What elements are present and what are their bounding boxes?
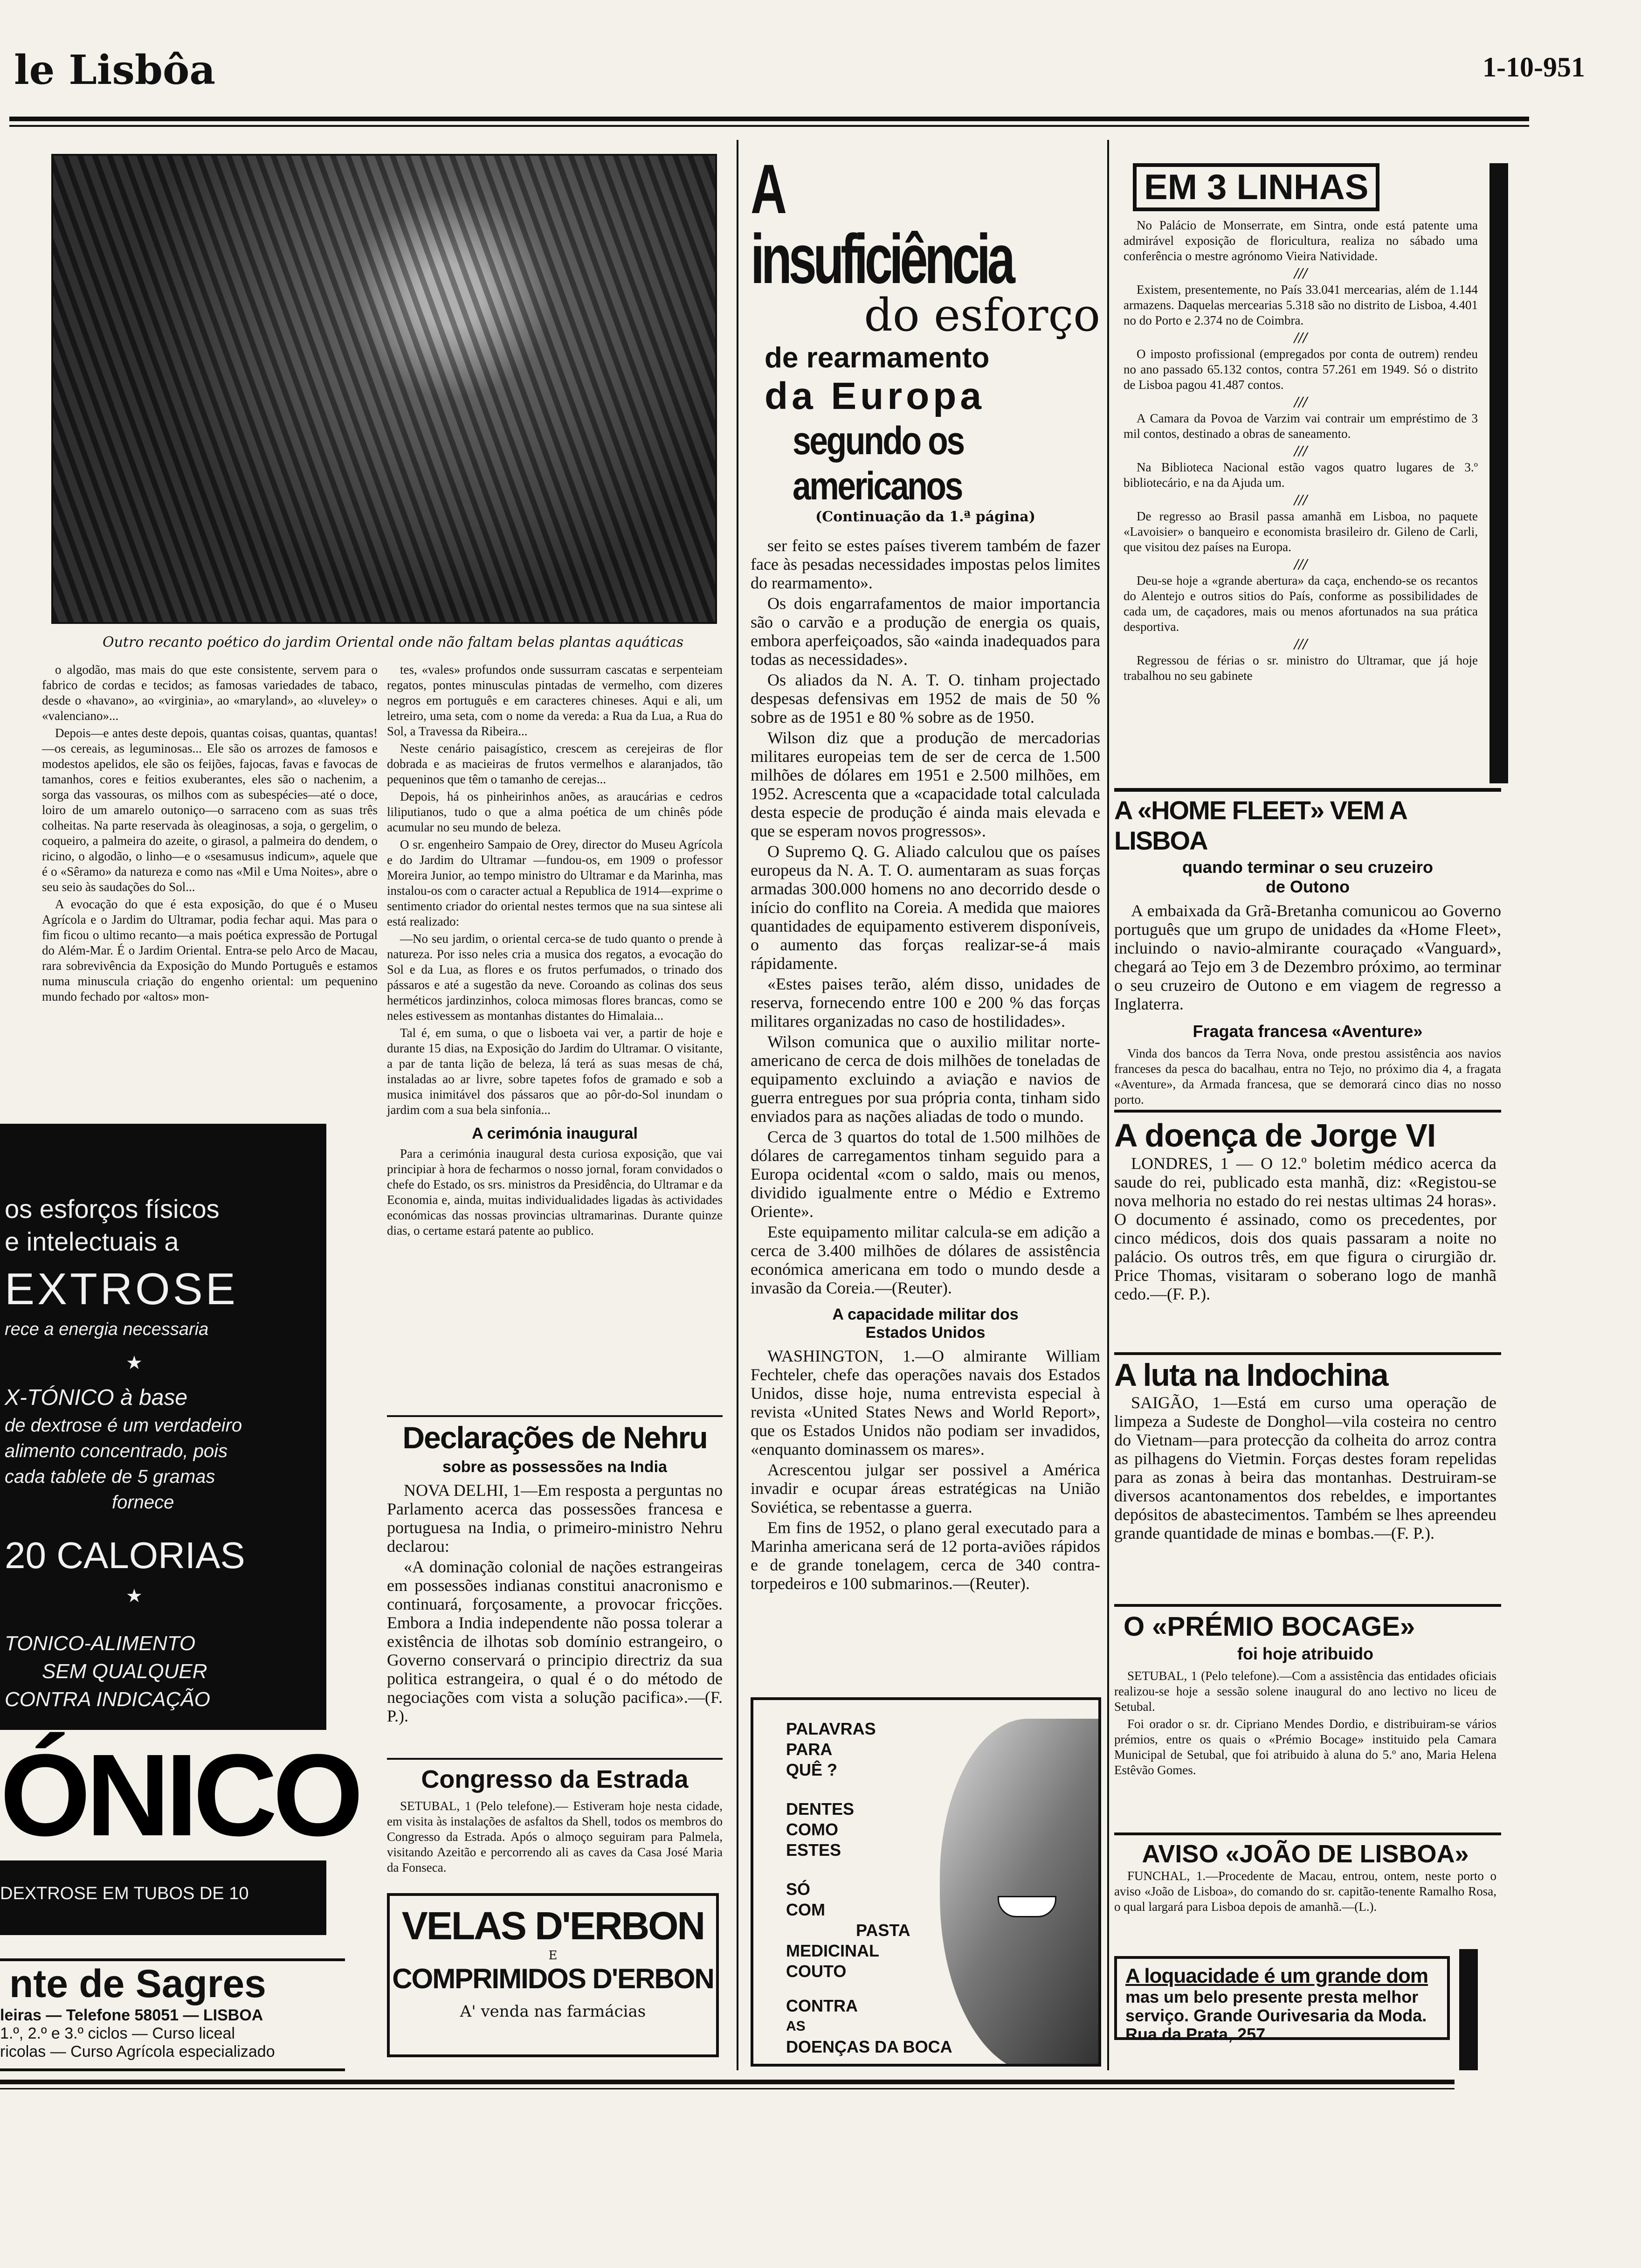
subhead: quando terminar o seu cruzeiro de Outono [1182, 857, 1434, 896]
headline-4: da Europa [765, 375, 985, 417]
paragraph: Depois—e antes deste depois, quantas coisas, quantas, quantas!—os cereais, as leguminosas... Ele são os arrozes de famosos e modestos apelidos, ele são os feijões, fajocas, favas e favocas de tamanhos, cores e feitios exuberantes, eles são o nachenim, a sorga das vassouras, os milhos com as subespécies—até o doce, loiro de um amarelo outoniço—o sarraceno com as suas três colheitas. Na parte reservada às oleaginosas, a soja, o gergelim, o coqueiro, a palmeira do azeite, o girasol, a palmeira do dendem, o ricino, o algodão, o linho—e o «sesamusus indicum», aquele que é o «Sêramo» da natureza e como nas «Mil e Uma Noites», abre o seu seio às saudações do Sol... [42, 726, 378, 894]
sagres-school-ad [0, 1958, 345, 2071]
ad-line: PALAVRAS [786, 1719, 876, 1738]
jorge-vi-article [1114, 1117, 1496, 1305]
headline-3: de rearmamento [765, 342, 990, 374]
subhead: A capacidade militar dos Estados Unidos [832, 1306, 1019, 1341]
paragraph: Wilson diz que a produção de mercadorias militares europeias tem de ser de cerca de 1.500 milhões de dólares em 1951 e 2.500 milhões, em 1952. Acrescenta que a «capacidade total calculada desta especie de produção é ainda mais elevada e que se esperam novos progressos». [751, 728, 1100, 840]
brief-item: Deu-se hoje a «grande abertura» da caça, enchendo-se os recantos do Alentejo e outros sitios do País, conforme as possibilidades de cada um, de caçadores, mais ou menos afortunados na sua prática desportiva. [1124, 574, 1478, 634]
ad-line: DOENÇAS DA BOCA [786, 2037, 952, 2056]
ad-line: rece a energia necessaria [5, 1320, 209, 1339]
paragraph: Para a cerimónia inaugural desta curiosa exposição, que vai principiar à hora de fecharmos o nosso jornal, foram convidados o chefe do Estado, os srs. ministros da Presidência, do Ultramar e da Economia e, ainda, muitas individualidades ligadas às actividades económicas das nossas provincias ultramarinas. Durante quinze dias, o certame estará patente ao publico. [387, 1147, 723, 1238]
ad-line: CONTRA [786, 1996, 858, 2015]
subhead: sobre as possessões na India [442, 1458, 667, 1476]
separator: /// [1294, 491, 1308, 509]
ad-line: SÓ [786, 1880, 811, 1899]
indochina-article [1114, 1357, 1496, 1544]
ourivesaria-ad [1114, 1956, 1450, 2044]
headline: A luta na Indochina [1114, 1357, 1388, 1393]
couto-toothpaste-ad [751, 1697, 1101, 2067]
separator: /// [1294, 329, 1308, 346]
main-article [751, 150, 1100, 1595]
paragraph: Em fins de 1952, o plano geral executado para a Marinha americana será de 12 porta-aviões rápidos e de grande tonelagem, cerca de 340 contra-torpedeiros e 100 submarinos.—(Reuter). [751, 1518, 1100, 1593]
headline: A «HOME FLEET» VEM A LISBOA [1114, 795, 1406, 855]
section-title: EM 3 LINHAS [1133, 163, 1379, 211]
paragraph: A evocação do que é esta exposição, do que é o Museu Agrícola e o Jardim do Ultramar, podia fechar aqui. Mas para o fim ficou o ultimo recanto—a mais poética expressão de Portugal do Além-Mar. É o Jardim Oriental. Entra-se pelo Arco de Macau, rara sobrevivência da Exposição do Mundo Português e estamos numa minuscula criação do engenho oriental: um pequenino mundo fechado por «altos» mon- [42, 897, 378, 1003]
dextrose-ad [0, 1124, 359, 1935]
brief-item: Na Biblioteca Nacional estão vagos quatro lugares de 3.º bibliotecário, e na da Ajuda um. [1124, 460, 1478, 490]
headline: O «PRÉMIO BOCAGE» [1124, 1611, 1415, 1642]
paragraph: O Supremo Q. G. Aliado calculou que os países europeus da N. A. T. O. aumentaram as suas forças armadas 300.000 homens no ano decorrido desde o início do conflito na Coreia. A medida que maiores quantidades de equipamento estiverem disponíveis, o aumento das forças realizar-se-á mais rápidamente. [751, 842, 1100, 973]
headline: A doença de Jorge VI [1114, 1117, 1436, 1154]
headline: AVISO «JOÃO DE LISBOA» [1142, 1840, 1469, 1868]
ad-line: QUÊ ? [786, 1760, 838, 1779]
star-icon: ★ [126, 1353, 143, 1373]
separator: /// [1294, 265, 1308, 282]
bottom-rule [0, 2080, 1455, 2084]
ad-line: os esforços físicos [5, 1194, 220, 1224]
photo-caption: Outro recanto poético do jardim Oriental onde não faltam belas plantas aquáticas [103, 634, 683, 650]
paragraph: A embaixada da Grã-Bretanha comunicou ao Governo português que um grupo de unidades da «Home Fleet», incluindo o navio-almirante couraçado «Vanguard», chegará ao Tejo em 3 de Dezembro próximo, ao terminar o seu cruzeiro de Outono e em viagem de regresso a Inglaterra. [1114, 901, 1501, 1013]
paragraph: «A dominação colonial de nações estrangeiras em possessões indianas constitui anacronismo e continuará, forçosamente, a provocar fricções. Embora a India independente não possa tolerar a existência de ilhotas sob domínio estrangeiro, o Governo conservará o principio directriz da sua politica estrangeira, o qual é o do método de negociações com vista a solução pacifica».—(F. P.). [387, 1557, 723, 1725]
ad-line: leiras — Telefone 58051 — LISBOA [0, 2006, 263, 2024]
ad-line-2: COMPRIMIDOS D'ERBON [392, 1963, 714, 1994]
ad-headline: A loquacidade é um grande dom [1125, 1964, 1428, 1987]
paragraph: SETUBAL, 1 (Pelo telefone).— Estiveram hoje nesta cidade, em visita às instalações de asfaltos da Shell, todos os membros do Congresso da Estrada. Após o almoço seguiram para Palmela, visitando Azeitão e percorrendo ali as caves da Casa José Maria da Fonseca. [387, 1799, 723, 1874]
aviso-article [1114, 1839, 1496, 1916]
ad-line: SEM QUALQUER [42, 1660, 207, 1683]
ad-line: ESTES [786, 1840, 841, 1860]
brief-item: O imposto profissional (empregados por conta de outrem) rendeu no ano passado 65.132 contos, contra 57.261 em 1949. Só o distrito de Lisboa pagou 41.487 contos. [1124, 347, 1478, 392]
smile-teeth [998, 1896, 1056, 1917]
headline: Declarações de Nehru [402, 1420, 707, 1455]
paragraph: LONDRES, 1 — O 12.º boletim médico acerca da saude do rei, publicado esta manhã, diz: «Registou-se nova melhoria no estado do rei nestas ultimas 24 horas». O documento é assinado, como os precedentes, por cinco médicos, dois dos quais passaram a noite no palácio. Os outros três, em que figura o cirurgião dr. Price Thomas, visitaram o soberano logo de manhã cedo.—(F. P.). [1114, 1154, 1496, 1303]
paragraph: Cerca de 3 quartos do total de 1.500 milhões de dólares de carregamentos tinham seguido para a Europa ocidental «com o saldo, mais ou menos, dividido igualmente entre o Médio e Extremo Oriente». [751, 1127, 1100, 1221]
brief-item: Existem, presentemente, no País 33.041 mercearias, além de 1.144 armazens. Daquelas mercearias 5.318 são no distrito de Lisboa, 4.401 no do Porto e 2.374 no de Coimbra. [1124, 283, 1478, 327]
congresso-article [387, 1765, 723, 1877]
paragraph: O sr. engenheiro Sampaio de Orey, director do Museu Agrícola e do Jardim do Ultramar —fundou-os, em 1909 o professor Moreira Junior, ao tempo ministro do Ultramar e da Marinha, mas instalou-os com o caracter actual a Republica de 1914—exprime o sentimento criador do oriental nestes termos que na sua sintese ali está realizado: [387, 837, 723, 928]
ad-line: e intelectuais a [5, 1227, 179, 1256]
paragraph: NOVA DELHI, 1—Em resposta a perguntas no Parlamento acerca das possessões francesa e portuguesa na India, o primeiro-ministro Nehru declarou: [387, 1481, 723, 1556]
paragraph: Acrescentou julgar ser possivel a América invadir e ocupar áreas estratégicas na União Soviética, se rebentasse a guerra. [751, 1460, 1100, 1516]
em-3-linhas [1124, 163, 1478, 685]
headline-2: do esforço [864, 289, 1100, 341]
ad-line: PARA [786, 1740, 833, 1759]
ad-line: ricolas — Curso Agrícola especializado [0, 2043, 275, 2061]
separator: /// [1294, 636, 1308, 653]
bottom-rule-thin [0, 2088, 1455, 2089]
ad-line: fornece [112, 1492, 174, 1513]
ad-separator: E [548, 1949, 558, 1963]
brand-name: ÓNICO [0, 1730, 359, 1860]
ad-line: TONICO-ALIMENTO [5, 1632, 196, 1655]
ad-line: AS [786, 2019, 806, 2034]
ad-line: de dextrose é um verdadeiro [5, 1415, 242, 1436]
ad-line: cada tablete de 5 gramas [5, 1466, 215, 1487]
brief-item: A Camara da Povoa de Varzim vai contrair um empréstimo de 3 mil contos, destinado a obras de saneamento. [1124, 411, 1478, 441]
ad-body: mas um belo presente presta melhor serviço. Grande Ourivesaria da Moda. Rua da Prata, 257. [1125, 1987, 1427, 2044]
divider [1114, 1352, 1501, 1355]
paragraph: —No seu jardim, o oriental cerca-se de tudo quanto o prende à natureza. Por isso neles cria a musica dos regatos, a evocação do Sol e da Lua, as flores e os frutos perfumados, o trinado dos pássaros e até a sugestão da neve. Coroando as colinas dos seus herméticos jardinzinhos, coloca mimosas flores brancas, como se neles estivessem as montanhas distantes do Himalaia... [387, 932, 723, 1023]
ad-title: nte de Sagres [9, 1962, 266, 2005]
headline-1: A insuficiência [751, 150, 1012, 298]
brief-item: De regresso ao Brasil passa amanhã em Lisboa, no paquete «Lavoisier» o banqueiro e economista brasileiro dr. Gileno de Carli, que visitou dez países na Europa. [1124, 509, 1478, 554]
paragraph: Os aliados da N. A. T. O. tinham projectado despesas defensivas em 1952 de mais de 50 % sobre as de 1951 e 80 % sobre as de 1950. [751, 671, 1100, 726]
top-rule [9, 117, 1529, 121]
separator: /// [1294, 394, 1308, 411]
star-icon: ★ [126, 1586, 143, 1606]
paragraph: SAIGÃO, 1—Está em curso uma operação de limpeza a Sudeste de Donghol—vila costeira no centro do Vietnam—para protecção da colheita do arroz contra as pilhagens do Vietmin. Forças destes foram repelidas para as zonas à beira das montanhas. Destruiram-se diversos acantonamentos dos rebeldes, e importantes depósitos de abastecimentos. Também se lhes apreendeu grande quantidade de minas e bombas.—(F. P.). [1114, 1393, 1496, 1542]
ad-line: X-TÓNICO à base [5, 1385, 188, 1410]
ad-line: MEDICINAL [786, 1941, 879, 1960]
ad-line: CONTRA INDICAÇÃO [5, 1688, 210, 1711]
paragraph: ser feito se estes países tiverem também de fazer face às pesadas necessidades impostas pelos limites do rearmamento». [751, 536, 1100, 592]
divider [1114, 1832, 1501, 1835]
article-column-1 [42, 662, 378, 1006]
ad-line-1: VELAS D'ERBON [401, 1904, 704, 1948]
ad-line: EXTROSE [5, 1264, 238, 1314]
subhead: Fragata francesa «Aventure» [1193, 1022, 1423, 1041]
paragraph: Este equipamento militar calcula-se em adição a cerca de 3.400 milhões de dólares de assistência económica americana em todo o mundo desde a invasão da Coreia.—(Reuter). [751, 1223, 1100, 1297]
headline: Congresso da Estrada [421, 1765, 689, 1793]
continuation-note: (Continuação da 1.ª página) [815, 509, 1035, 525]
brief-item: No Palácio de Monserrate, em Sintra, onde está patente uma admirável exposição de floricultura, realiza no sábado uma conferência o mestre agrónomo Vieira Natividade. [1124, 218, 1478, 263]
masthead-date: 1-10-951 [1482, 52, 1585, 83]
subhead: A cerimónia inaugural [472, 1125, 638, 1142]
paragraph: Neste cenário paisagístico, crescem as cerejeiras de flor dobrada e as macieiras de frutos vermelhos e alaranjados, tão pequeninos que têm o tamanho de cerejas... [387, 741, 723, 786]
paragraph: SETUBAL, 1 (Pelo telefone).—Com a assistência das entidades oficiais realizou-se hoje a sessão solene inaugural do ano lectivo no liceu de Setubal. [1114, 1669, 1496, 1714]
paragraph: Foi orador o sr. dr. Cipriano Mendes Dordio, e distribuiram-se vários prémios, entre os quais o «Prémio Bocage» instituido pela Camara Municipal de Setubal, que foi atribuido à aluna do 5.º ano, Maria Helena Estêvão Gomes. [1114, 1717, 1496, 1777]
face-photo [940, 1719, 1101, 2067]
nehru-article [387, 1420, 723, 1727]
paragraph: o algodão, mas mais do que este consistente, servem para o fabrico de cordas e tecidos; as famosas variedades de tabaco, desde o «havano», ao «virginia», ao «maryland», ao «luveley» o «valenciano»... [42, 663, 378, 723]
paragraph: tes, «vales» profundos onde sussurram cascatas e serpenteiam regatos, pontes minusculas pintadas de vermelho, com dizeres negros em português e em caracteres chineses. Aqui e ali, um letreiro, uma seta, com o nome da vereda: a Rua da Lua, a Rua do Sol, a Travessa da Ribeira... [387, 663, 723, 738]
paragraph: Os dois engarrafamentos de maior importancia são o carvão e a produção de energia os quais, embora aperfeiçoados, são «ainda inadequados para todas as necessidades». [751, 594, 1100, 669]
bocage-article [1114, 1611, 1496, 1780]
paragraph: Vinda dos bancos da Terra Nova, onde prestou assistência aos navios franceses da pesca do bacalhau, entra no Tejo, no próximo dia 4, a fragata «Aventure», da Armada francesa, que se demorará cinco dias no nosso porto. [1114, 1046, 1501, 1106]
article-column-2 [387, 662, 723, 1240]
paragraph: Depois, há os pinheirinhos anões, as araucárias e cedros liliputianos, tudo o que a alma poética de um chinês póde acumular no seu mundo de beleza. [387, 789, 723, 834]
paragraph: Tal é, em suma, o que o lisboeta vai ver, a partir de hoje e durante 15 dias, na Exposição do Jardim do Ultramar. O visitante, a par de tanta lição de beleza, lá terá as suas mesas de chá, instaladas ao ar livre, sobre tapetes fofos de gramado e sob a musica inimitável dos pássaros que ao pôr-do-Sol inundam o jardim com a sua bela sinfonia... [387, 1026, 723, 1117]
paragraph: «Estes paises terão, além disso, unidades de reserva, fornecendo entre 100 e 200 % das forças militares organizadas no caso de hostilidades». [751, 975, 1100, 1030]
ad-line: alimento concentrado, pois [5, 1441, 228, 1461]
divider [1114, 1110, 1501, 1113]
masthead-title: le Lisbôa [14, 47, 216, 94]
ad-line: COUTO [786, 1962, 847, 1981]
brief-item: Regressou de férias o sr. ministro do Ultramar, que já hoje trabalhou no seu gabinete [1124, 653, 1478, 683]
garden-photo [51, 154, 717, 624]
separator: /// [1294, 556, 1308, 573]
ad-band: DEXTROSE EM TUBOS DE 10 [0, 1884, 249, 1903]
subhead: foi hoje atribuido [1237, 1644, 1373, 1663]
headline-5: segundo os americanos [793, 419, 964, 508]
ad-line: DENTES [786, 1799, 855, 1819]
divider [1114, 1604, 1501, 1607]
column-divider [737, 140, 738, 2070]
paragraph: WASHINGTON, 1.—O almirante William Fechteler, chefe das operações navais dos Estados Unidos, disse hoje, numa entrevista especial à revista «United States News and World Report», que os Estados Unidos não podiam ser invadidos, «enquanto dominassem os mares». [751, 1347, 1100, 1459]
paragraph: Wilson comunica que o auxilio militar norte-americano de cerca de dois milhões de toneladas de equipamento excluindo a aviação e navios de guerra entregues por sua própria conta, tinham sido enviados para as nações aliadas de todo o mundo. [751, 1032, 1100, 1126]
ad-footer: A' venda nas farmácias [460, 2002, 646, 2021]
separator: /// [1294, 443, 1308, 460]
ad-line: COMO [786, 1820, 838, 1839]
top-rule-thin [9, 125, 1529, 127]
ad-line: 20 CALORIAS [5, 1535, 245, 1576]
paragraph: FUNCHAL, 1.—Procedente de Macau, entrou, ontem, neste porto o aviso «João de Lisboa», do comando do sr. capitão-tenente Ramalho Rosa, o qual largará para Lisboa depois de amanhã.—(L.). [1114, 1869, 1496, 1914]
right-vertical-bar [1489, 163, 1508, 783]
ad-line: COM [786, 1900, 825, 1919]
divider [387, 1415, 723, 1417]
right-vertical-bar [1459, 1949, 1478, 2070]
ad-line: PASTA [856, 1921, 910, 1940]
ad-line: 1.º, 2.º e 3.º ciclos — Curso liceal [0, 2025, 235, 2042]
column-divider [1107, 140, 1109, 2070]
divider [387, 1758, 723, 1760]
divider [1114, 788, 1501, 792]
velas-erbon-ad [387, 1893, 719, 2057]
home-fleet-article [1114, 795, 1501, 1109]
